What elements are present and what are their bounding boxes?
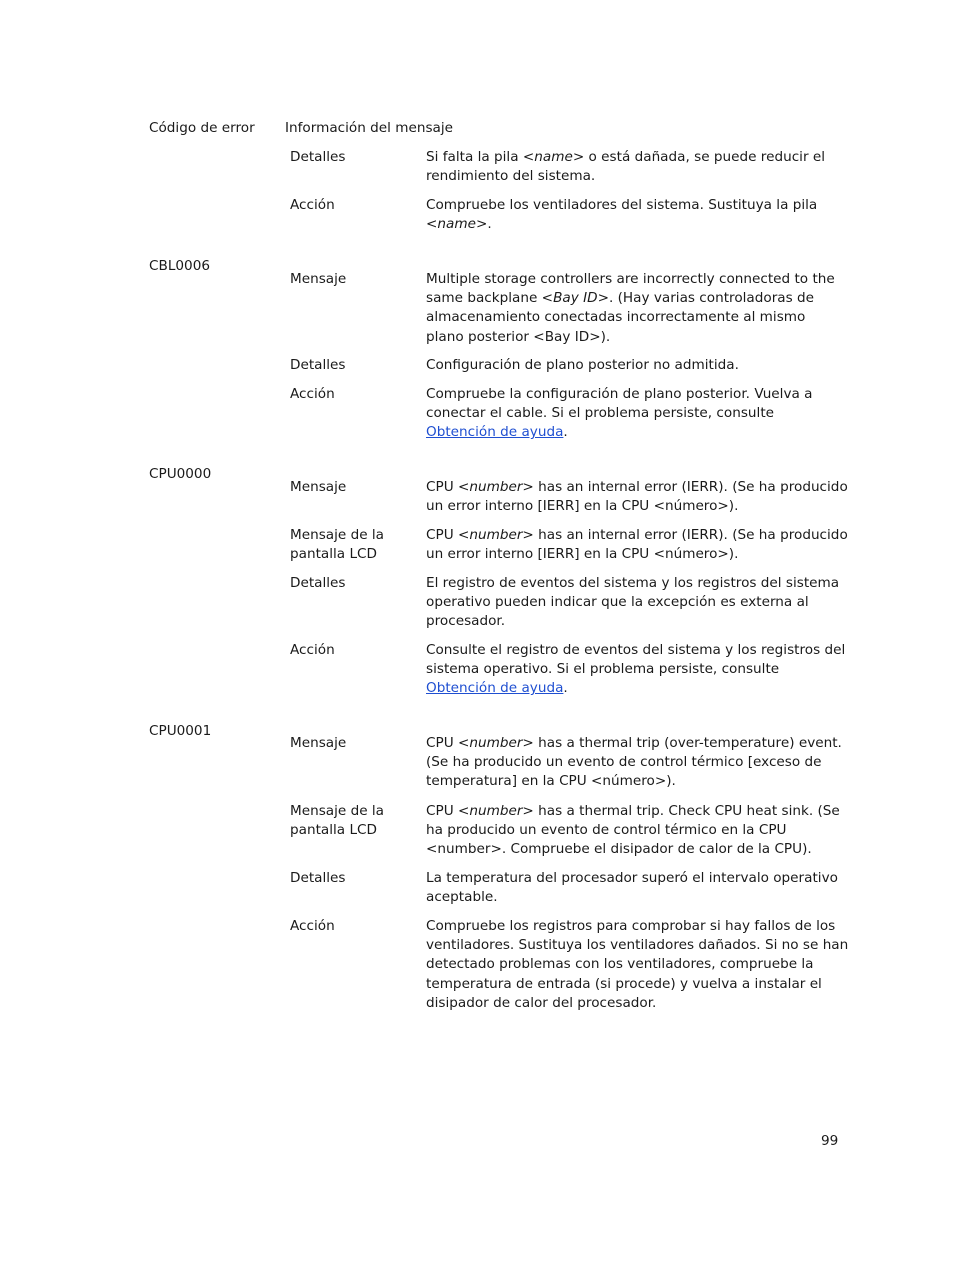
cbl0006-accion-label: Acción — [290, 386, 335, 402]
cbl0006-detalles-text: Configuración de plano posterior no admitida. — [426, 357, 739, 373]
intro-accion-label: Acción — [290, 197, 335, 213]
cpu0001-mensaje-label: Mensaje — [290, 735, 347, 751]
cpu0001-lcd-label: Mensaje de la pantalla LCD — [290, 803, 385, 839]
intro-accion-text: Compruebe los ventiladores del sistema. Sustituya la pila <name>. — [426, 197, 818, 233]
cpu0001-lcd-text: CPU <number> has a thermal trip. Check CPU heat sink. (Se ha producido un evento de control térmico en la CPU <number>. Compruebe el disipador de calor de la CPU). — [426, 803, 840, 858]
page-number: 99 — [821, 1133, 839, 1149]
cpu0000-lcd-label: Mensaje de la pantalla LCD — [290, 527, 385, 563]
cbl0006-mensaje-label: Mensaje — [290, 271, 347, 287]
error-code-cpu0001: CPU0001 — [149, 723, 212, 739]
cpu0001-accion-label: Acción — [290, 918, 335, 934]
cpu0001-accion-text: Compruebe los registros para comprobar si hay fallos de los ventiladores. Sustituya los ventiladores dañados. Si no se han detectado problemas con los ventiladores, compruebe la temperatura de entrada (si procede) y vuelva a instalar el disipador de calor del procesador. — [426, 918, 849, 1011]
intro-detalles-label: Detalles — [290, 149, 346, 165]
cpu0000-detalles-text: El registro de eventos del sistema y los registros del sistema operativo pueden indicar que la excepción es externa al procesador. — [426, 575, 840, 630]
obtencion-de-ayuda-link[interactable]: Obtención de ayuda — [426, 424, 564, 441]
cbl0006-detalles-label: Detalles — [290, 357, 346, 373]
cpu0000-mensaje-label: Mensaje — [290, 479, 347, 495]
error-code-cpu0000: CPU0000 — [149, 466, 212, 482]
cpu0000-accion-label: Acción — [290, 642, 335, 658]
cpu0000-accion-text: Consulte el registro de eventos del sistema y los registros del sistema operativo. Si el problema persiste, consulte Obtención de ayuda. — [426, 642, 846, 697]
intro-detalles-text: Si falta la pila <name> o está dañada, se puede reducir el rendimiento del sistema. — [426, 149, 825, 185]
error-code-cbl0006: CBL0006 — [149, 258, 210, 274]
cpu0000-mensaje-text: CPU <number> has an internal error (IERR). (Se ha producido un error interno [IERR] en la CPU <número>). — [426, 479, 848, 515]
cpu0000-lcd-text: CPU <number> has an internal error (IERR). (Se ha producido un error interno [IERR] en la CPU <número>). — [426, 527, 848, 563]
cpu0001-mensaje-text: CPU <number> has a thermal trip (over-temperature) event. (Se ha producido un evento de control térmico [exceso de temperatura] en la CPU <número>). — [426, 735, 842, 790]
cbl0006-mensaje-text: Multiple storage controllers are incorrectly connected to the same backplane <Bay ID>. (Hay varias controladoras de almacenamiento conectadas incorrectamente al mismo plano posterior <Bay ID>). — [426, 271, 835, 345]
column-header-error-code: Código de error — [149, 120, 255, 136]
obtencion-de-ayuda-link[interactable]: Obtención de ayuda — [426, 680, 564, 697]
cbl0006-accion-text: Compruebe la configuración de plano posterior. Vuelva a conectar el cable. Si el problema persiste, consulte Obtención de ayuda. — [426, 386, 813, 441]
cpu0001-detalles-label: Detalles — [290, 870, 346, 886]
cpu0001-detalles-text: La temperatura del procesador superó el intervalo operativo aceptable. — [426, 870, 838, 906]
cpu0000-detalles-label: Detalles — [290, 575, 346, 591]
column-header-message-info: Información del mensaje — [285, 120, 454, 136]
